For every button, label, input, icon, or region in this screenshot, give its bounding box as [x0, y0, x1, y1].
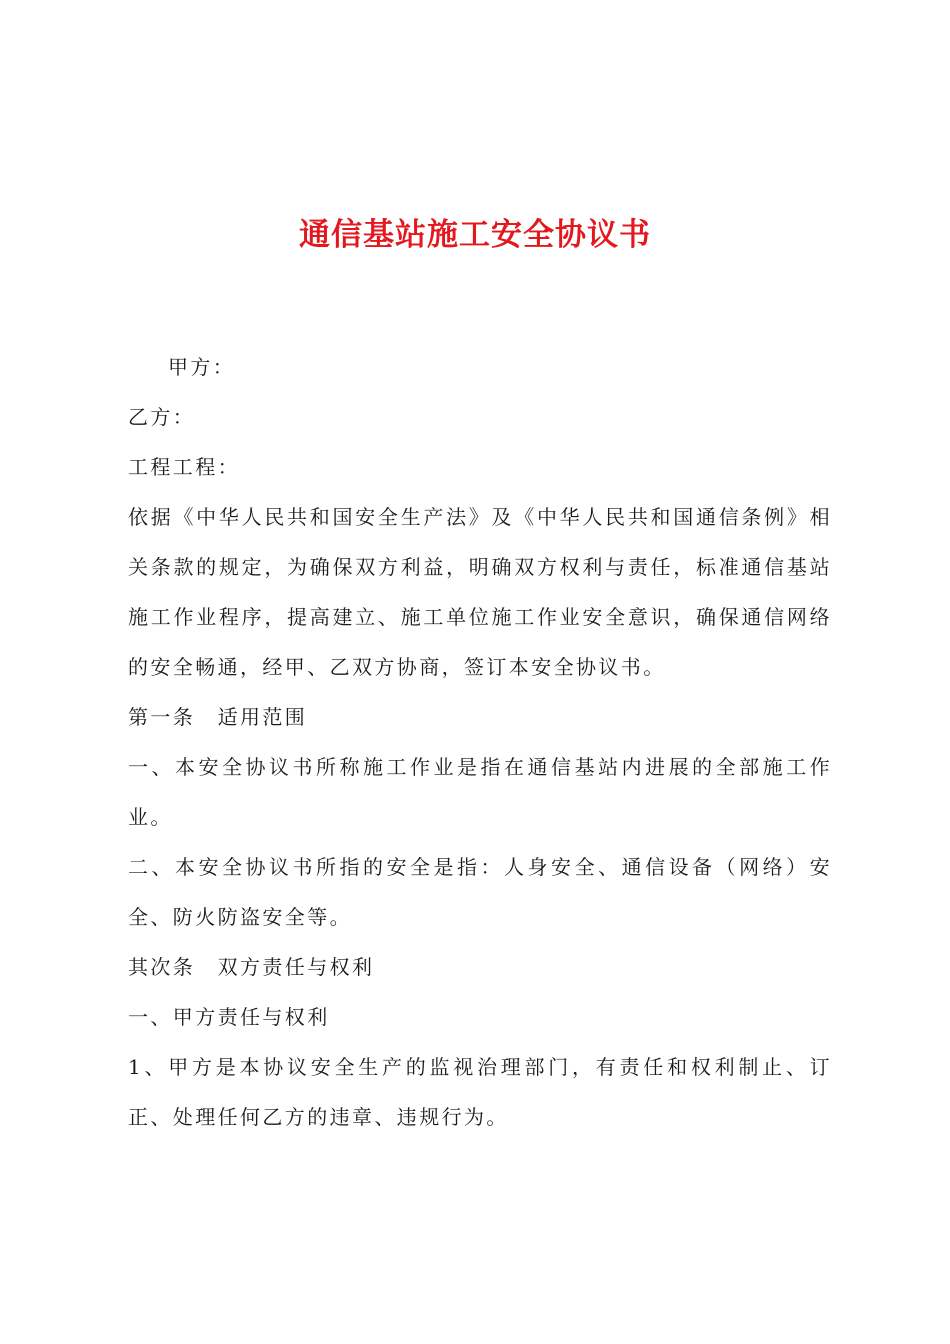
party-a-line: 甲方： — [168, 355, 236, 379]
document-body — [128, 342, 832, 1142]
project-line: 工程工程： — [128, 455, 240, 479]
article2-subheading-party-a: 一、甲方责任与权利 — [128, 1005, 330, 1029]
party-b-line: 乙方： — [128, 405, 196, 429]
article1-item2: 二、本安全协议书所指的安全是指：人身安全、通信设备（网络）安全、防火防盗安全等。 — [128, 855, 832, 929]
article1-item1: 一、本安全协议书所称施工作业是指在通信基站内进展的全部施工作业。 — [128, 755, 832, 829]
article1-heading: 第一条 适用范围 — [128, 705, 308, 729]
preamble-paragraph: 依据《中华人民共和国安全生产法》及《中华人民共和国通信条例》相关条款的规定，为确保双方利益，明确双方权利与责任，标准通信基站施工作业程序，提高建立、施工单位施工作业安全意识，确保通信网络的安全畅通，经甲、乙双方协商，签订本安全协议书。 — [128, 505, 832, 679]
document-title: 通信基站施工安全协议书 — [299, 217, 651, 253]
article2-item1: 1、甲方是本协议安全生产的监视治理部门，有责任和权利制止、订正、处理任何乙方的违章、违规行为。 — [128, 1055, 832, 1129]
article2-heading: 其次条 双方责任与权利 — [128, 955, 375, 979]
